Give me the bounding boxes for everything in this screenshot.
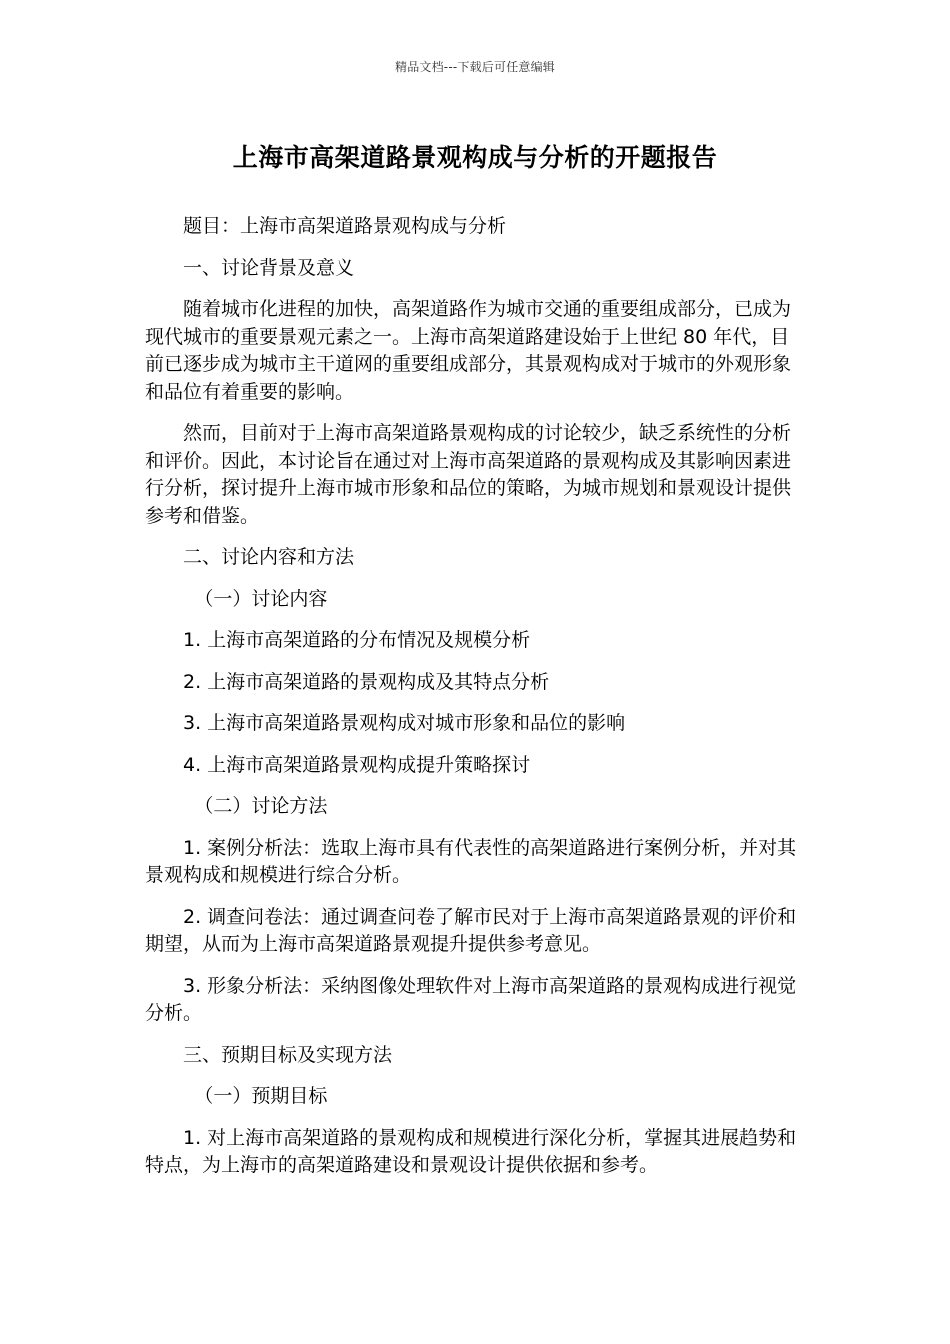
paragraph: 二、讨论内容和方法 (183, 546, 355, 568)
paragraph: 随着城市化进程的加快，高架道路作为城市交通的重要组成部分，已成为现代城市的重要景观元素之一。上海市高架道路建设始于上世纪 80 年代，目前已逐步成为城市主干道网的重要组成部分，其景观构成对于城市的外观形象和品位有着重要的影响。 (145, 298, 792, 403)
document-body (145, 213, 805, 1194)
paragraph: 3. 形象分析法：采纳图像处理软件对上海市高架道路的景观构成进行视觉分析。 (145, 974, 797, 1024)
header-note: 精品文档---下载后可任意编辑 (395, 60, 555, 74)
paragraph: 4. 上海市高架道路景观构成提升策略探讨 (183, 753, 531, 776)
paragraph: 1. 案例分析法：选取上海市具有代表性的高架道路进行案例分析，并对其景观构成和规模进行综合分析。 (145, 836, 797, 886)
document-title: 上海市高架道路景观构成与分析的开题报告 (232, 143, 718, 172)
paragraph: 2. 上海市高架道路的景观构成及其特点分析 (183, 670, 550, 693)
paragraph: 2. 调查问卷法：通过调查问卷了解市民对于上海市高架道路景观的评价和期望，从而为上海市高架道路景观提升提供参考意见。 (145, 905, 797, 955)
paragraph: 一、讨论背景及意义 (183, 256, 355, 279)
paragraph: （一）讨论内容 (194, 587, 328, 610)
paragraph: （一）预期目标 (194, 1085, 328, 1107)
paragraph: 题目：上海市高架道路景观构成与分析 (183, 215, 507, 237)
paragraph: 1. 对上海市高架道路的景观构成和规模进行深化分析，掌握其进展趋势和特点，为上海市的高架道路建设和景观设计提供依据和参考。 (145, 1126, 797, 1176)
paragraph: 1. 上海市高架道路的分布情况及规模分析 (183, 629, 531, 651)
paragraph: 三、预期目标及实现方法 (183, 1043, 393, 1066)
paragraph: 3. 上海市高架道路景观构成对城市形象和品位的影响 (183, 712, 626, 734)
paragraph: 然而，目前对于上海市高架道路景观构成的讨论较少，缺乏系统性的分析和评价。因此，本讨论旨在通过对上海市高架道路的景观构成及其影响因素进行分析，探讨提升上海市城市形象和品位的策略，为城市规划和景观设计提供参考和借鉴。 (145, 422, 792, 527)
paragraph: （二）讨论方法 (194, 795, 328, 817)
